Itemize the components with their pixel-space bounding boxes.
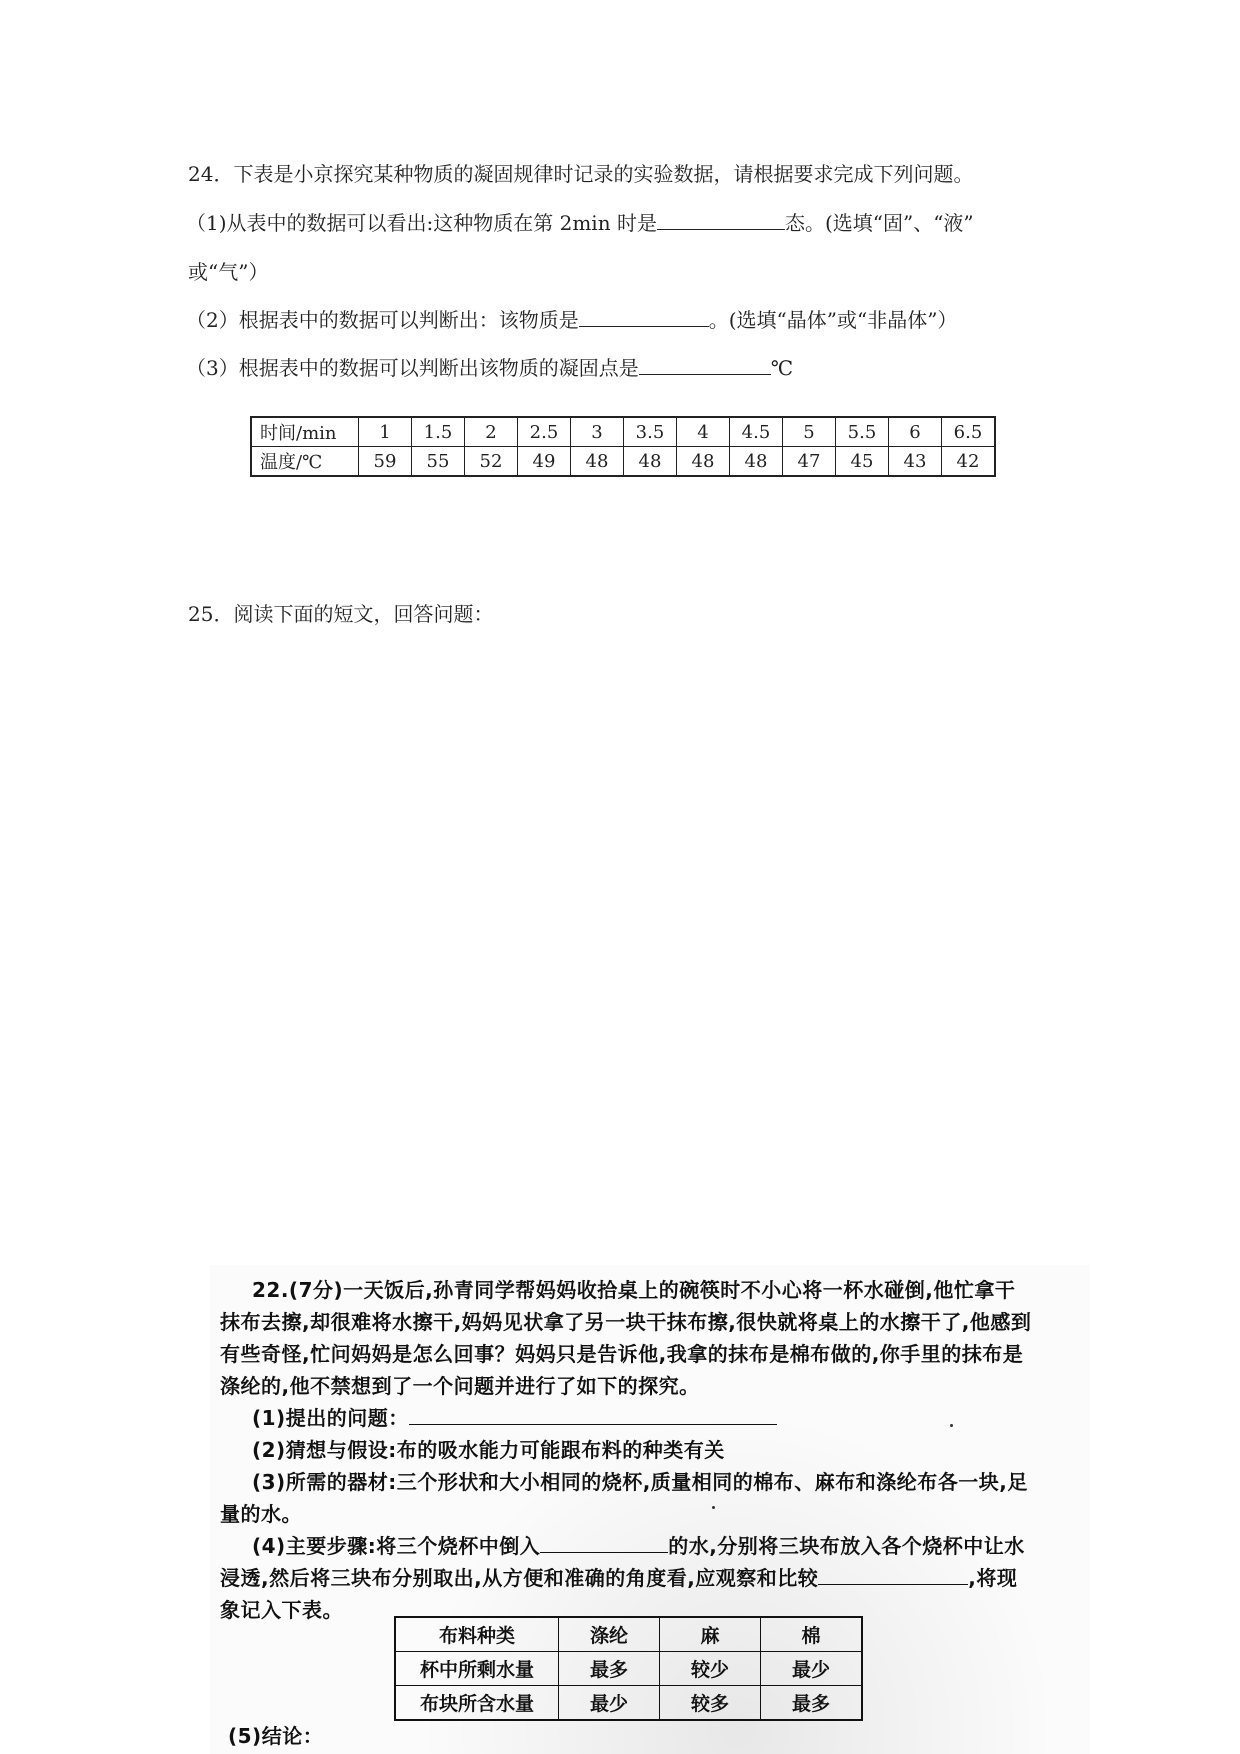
temperature-cell: 45	[836, 447, 889, 477]
scan-dot	[712, 1506, 715, 1509]
time-cell: 5.5	[836, 417, 889, 447]
q22-step-2: (2)猜想与假设:布的吸水能力可能跟布料的种类有关	[252, 1438, 725, 1462]
linen-header: 麻	[660, 1617, 761, 1652]
temperature-cell: 52	[465, 447, 518, 477]
q24-part1-continued: 或“气”）	[188, 260, 269, 284]
q22-step-5: (5)结论：	[228, 1724, 324, 1748]
q22-step-3: (3)所需的器材:三个形状和大小相同的烧杯,质量相同的棉布、麻布和涤纶布各一块,足	[252, 1470, 1028, 1494]
q24-part3-text-a: （3）根据表中的数据可以判断出该物质的凝固点是	[186, 356, 639, 380]
q22-step-4-text-d: ,将现	[968, 1566, 1018, 1590]
temperature-cell: 47	[783, 447, 836, 477]
temperature-cell: 48	[730, 447, 783, 477]
time-cell: 3	[571, 417, 624, 447]
polyester-header: 涤纶	[559, 1617, 660, 1652]
table-header-row	[395, 1617, 862, 1652]
q24-part1-answer-blank[interactable]	[657, 211, 785, 230]
temperature-cell: 49	[518, 447, 571, 477]
row-label: 杯中所剩水量	[395, 1652, 559, 1686]
q24-part3-answer-blank[interactable]	[639, 356, 771, 375]
q22-line-2: 抹布去擦,却很难将水擦干,妈妈见状拿了另一块干抹布擦,很快就将桌上的水擦干了,他感到	[220, 1310, 1032, 1334]
q22-step-4	[252, 1532, 1025, 1560]
time-cell: 6.5	[942, 417, 996, 447]
temperature-cell: 48	[571, 447, 624, 477]
temperature-cell: 59	[359, 447, 412, 477]
fabric-type-header: 布料种类	[395, 1617, 559, 1652]
table-row	[395, 1652, 862, 1686]
q22-step-4-line-3: 象记入下表。	[220, 1598, 343, 1622]
temperature-header: 温度/℃	[251, 447, 359, 477]
table-cell: 最多	[761, 1686, 863, 1721]
q22-line-1: 22.(7分)一天饭后,孙青同学帮妈妈收拾桌上的碗筷时不小心将一杯水碰倒,他忙拿干	[252, 1278, 1016, 1302]
time-cell: 6	[889, 417, 942, 447]
temperature-cell: 43	[889, 447, 942, 477]
table-cell: 最多	[559, 1652, 660, 1686]
q24-part2-text-b: 。(选填“晶体”或“非晶体”）	[708, 308, 958, 332]
q24-part1-text-b: 态。(选填“固”、“液”	[784, 211, 974, 235]
table-cell: 最少	[761, 1652, 863, 1686]
q24-part1	[186, 209, 974, 237]
q24-data-table	[250, 416, 996, 477]
temperature-cell: 55	[412, 447, 465, 477]
temperature-cell: 42	[942, 447, 996, 477]
q22-step-4-text-c: 浸透,然后将三块布分别取出,从方便和准确的角度看,应观察和比较	[220, 1566, 819, 1590]
time-header: 时间/min	[251, 417, 359, 447]
scan-dot	[950, 1424, 953, 1427]
q24-part3-unit: ℃	[770, 356, 794, 380]
time-cell: 1.5	[412, 417, 465, 447]
q22-question-blank[interactable]	[409, 1406, 777, 1425]
time-cell: 4.5	[730, 417, 783, 447]
time-cell: 4	[677, 417, 730, 447]
q22-line-4: 涤纶的,他不禁想到了一个问题并进行了如下的探究。	[220, 1374, 700, 1398]
time-cell: 5	[783, 417, 836, 447]
time-cell: 1	[359, 417, 412, 447]
q24-part3	[186, 354, 793, 382]
q24-part2-answer-blank[interactable]	[579, 308, 709, 327]
table-row	[395, 1686, 862, 1721]
q25-intro: 25．阅读下面的短文，回答问题：	[188, 602, 494, 626]
q22-step-4-text-b: 的水,分别将三块布放入各个烧杯中让水	[668, 1534, 1025, 1558]
row-label: 布块所含水量	[395, 1686, 559, 1721]
table-row-temperature	[251, 447, 995, 477]
cotton-header: 棉	[761, 1617, 863, 1652]
temperature-cell: 48	[677, 447, 730, 477]
q22-fabric-table	[394, 1616, 863, 1721]
q24-part2	[186, 306, 957, 334]
q22-line-3: 有些奇怪,忙问妈妈是怎么回事？妈妈只是告诉他,我拿的抹布是棉布做的,你手里的抹布是	[220, 1342, 1024, 1366]
temperature-cell: 48	[624, 447, 677, 477]
time-cell: 2.5	[518, 417, 571, 447]
q22-compare-blank[interactable]	[818, 1566, 968, 1585]
time-cell: 2	[465, 417, 518, 447]
q22-step-4-text-a: (4)主要步骤:将三个烧杯中倒入	[252, 1534, 541, 1558]
q24-part2-text-a: （2）根据表中的数据可以判断出：该物质是	[186, 308, 579, 332]
time-cell: 3.5	[624, 417, 677, 447]
q22-step-1	[252, 1404, 777, 1432]
q22-step-1-label: (1)提出的问题：	[252, 1406, 409, 1430]
q24-intro: 24．下表是小京探究某种物质的凝固规律时记录的实验数据，请根据要求完成下列问题。	[188, 162, 974, 186]
q22-step-3-continued: 量的水。	[220, 1502, 302, 1526]
q22-water-amount-blank[interactable]	[540, 1534, 668, 1553]
q24-part1-text-a: （1)从表中的数据可以看出:这种物质在第 2min 时是	[186, 211, 657, 235]
table-cell: 较多	[660, 1686, 761, 1721]
table-cell: 最少	[559, 1686, 660, 1721]
table-cell: 较少	[660, 1652, 761, 1686]
q22-step-4-line-2	[220, 1564, 1017, 1592]
table-row-time	[251, 417, 995, 447]
